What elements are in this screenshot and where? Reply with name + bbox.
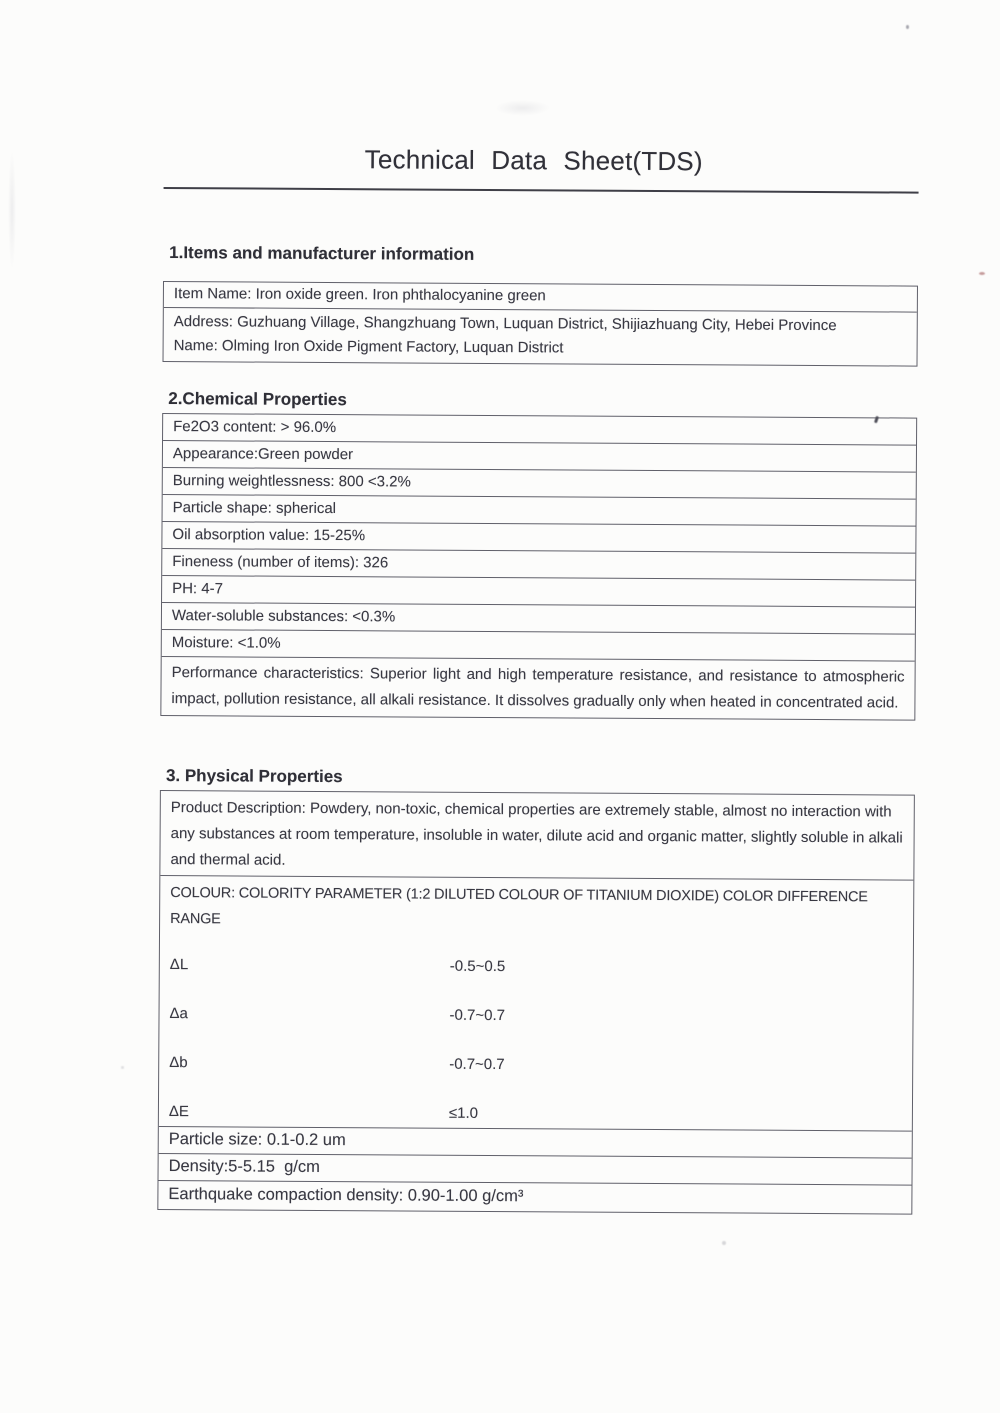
- row-fe2o3-content: Fe2O3 content: > 96.0%: [163, 414, 916, 446]
- title-divider: [164, 187, 919, 194]
- row-particle-size: Particle size: 0.1-0.2 um: [159, 1127, 912, 1159]
- section-2-heading: 2.Chemical Properties: [168, 389, 347, 410]
- delta-b-label: Δb: [169, 1054, 188, 1072]
- row-density: Density:5-5.15 g/cm: [159, 1154, 912, 1186]
- colour-param-delta-l: [170, 956, 903, 978]
- items-manufacturer-table: [163, 281, 918, 367]
- row-item-name: Item Name: Iron oxide green. Iron phthalocyanine green: [164, 282, 917, 313]
- row-water-soluble: Water-soluble substances: <0.3%: [162, 603, 915, 635]
- scan-artifact: [979, 272, 985, 275]
- delta-a-value: -0.7~0.7: [449, 1006, 506, 1025]
- address-line: Address: Guzhuang Village, Shangzhuang Town, Luquan District, Shijiazhuang City, Hebei Province: [173, 313, 837, 335]
- colour-param-delta-b: [169, 1054, 902, 1076]
- scan-smudge: [495, 100, 550, 116]
- colour-param-delta-e: [169, 1103, 902, 1125]
- row-particle-shape: Particle shape: spherical: [163, 495, 916, 527]
- factory-name-line: Name: Olming Iron Oxide Pigment Factory, Luquan District: [173, 337, 564, 357]
- row-fineness: Fineness (number of items): 326: [162, 549, 915, 581]
- row-ph: PH: 4-7: [162, 576, 915, 608]
- document-title: Technical Data Sheet(TDS): [364, 144, 703, 177]
- delta-a-label: Δa: [169, 1005, 188, 1023]
- scan-artifact: [722, 1241, 726, 1245]
- colour-header: COLOUR: COLORITY PARAMETER (1:2 DILUTED COLOUR OF TITANIUM DIOXIDE) COLOR DIFFERENCE RANGE: [170, 885, 868, 928]
- delta-b-value: -0.7~0.7: [449, 1055, 505, 1074]
- scan-smudge: [8, 150, 16, 270]
- scan-artifact: [906, 25, 909, 29]
- row-oil-absorption: Oil absorption value: 15-25%: [162, 522, 915, 554]
- delta-e-value: ≤1.0: [448, 1104, 479, 1122]
- section-3-heading: 3. Physical Properties: [165, 766, 343, 787]
- scan-artifact: [121, 1066, 124, 1069]
- colour-param-delta-a: [169, 1005, 902, 1027]
- row-compaction-density: Earthquake compaction density: 0.90-1.00 g/cm³: [168, 1185, 524, 1206]
- row-product-description: Product Description: Powdery, non-toxic, chemical properties are extremely stable, almost no interaction with any substances at room temperature, insoluble in water, dilute acid and organic matter, slightly soluble in alkali and thermal acid.: [160, 791, 914, 881]
- delta-l-label: ΔL: [169, 956, 189, 974]
- row-moisture: Moisture: <1.0%: [162, 630, 915, 662]
- row-appearance: Appearance:Green powder: [163, 441, 916, 473]
- delta-l-value: -0.5~0.5: [449, 957, 506, 976]
- section-1-heading: 1.Items and manufacturer information: [169, 243, 475, 264]
- row-burning-weightlessness: Burning weightlessness: 800 <3.2%: [163, 468, 916, 500]
- physical-properties-table: [157, 790, 915, 1215]
- row-address-name: [164, 308, 917, 366]
- row-colour-parameters: [159, 876, 914, 1132]
- chemical-properties-table: [160, 413, 917, 721]
- delta-e-label: ΔE: [168, 1103, 190, 1121]
- row-performance-characteristics: Performance characteristics: Superior light and high temperature resistance, and resistance to atmospheric impact, pollution resistance, all alkali resistance. It dissolves gradually only when heated in concentrated acid.: [171, 664, 905, 712]
